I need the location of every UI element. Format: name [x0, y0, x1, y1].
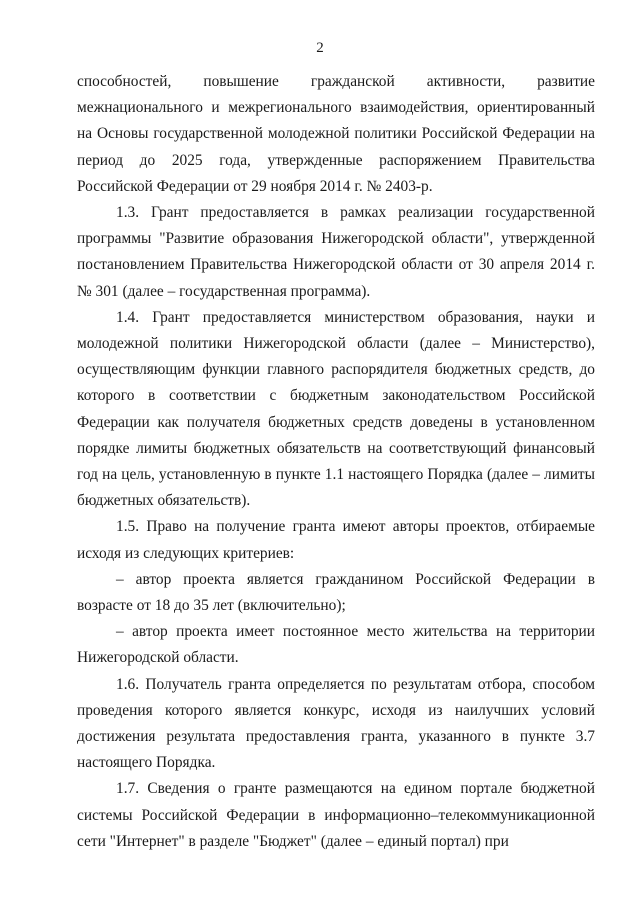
criteria-item-age: – автор проекта является гражданином Российской Федерации в возрасте от 18 до 35 лет (включительно);	[77, 570, 595, 615]
page-number: 2	[316, 40, 324, 56]
paragraph-continuation: способностей, повышение гражданской активности, развитие межнационального и межрегионального взаимодействия, ориентированный на Основы государственной молодежной политики Российской Федерации на период до 2025 года, утвержденные распоряжением Правительства Российской Федерации от 29 ноября 2014 г. № 2403-р.	[77, 73, 595, 195]
paragraph-1-3: 1.3. Грант предоставляется в рамках реализации государственной программы "Развитие образования Нижегородской области", утвержденной постановлением Правительства Нижегородской области от 30 апреля 2014 г. № 301 (далее – государственная программа).	[77, 204, 595, 300]
document-body	[77, 69, 595, 855]
paragraph-1-6: 1.6. Получатель гранта определяется по результатам отбора, способом проведения которого является конкурс, исходя из наилучших условий достижения результата предоставления гранта, указанного в пункте 3.7 настоящего Порядка.	[77, 675, 595, 772]
paragraph-1-7: 1.7. Сведения о гранте размещаются на едином портале бюджетной системы Российской Федерации в информационно–телекоммуникационной сети "Интернет" в разделе "Бюджет" (далее – единый портал) при	[77, 780, 595, 850]
criteria-item-residence: – автор проекта имеет постоянное место жительства на территории Нижегородской области.	[77, 623, 595, 667]
paragraph-1-4: 1.4. Грант предоставляется министерством образования, науки и молодежной политики Нижегородской области (далее – Министерство), осуществляющим функции главного распорядителя бюджетных средств, до которого в соответствии с бюджетным законодательством Российской Федерации как получателя бюджетных средств доведены в установленном порядке лимиты бюджетных обязательств на соответствующий финансовый год на цель, установленную в пункте 1.1 настоящего Порядка (далее – лимиты бюджетных обязательств).	[77, 308, 595, 510]
paragraph-1-5: 1.5. Право на получение гранта имеют авторы проектов, отбираемые исходя из следующих критериев:	[77, 518, 595, 562]
